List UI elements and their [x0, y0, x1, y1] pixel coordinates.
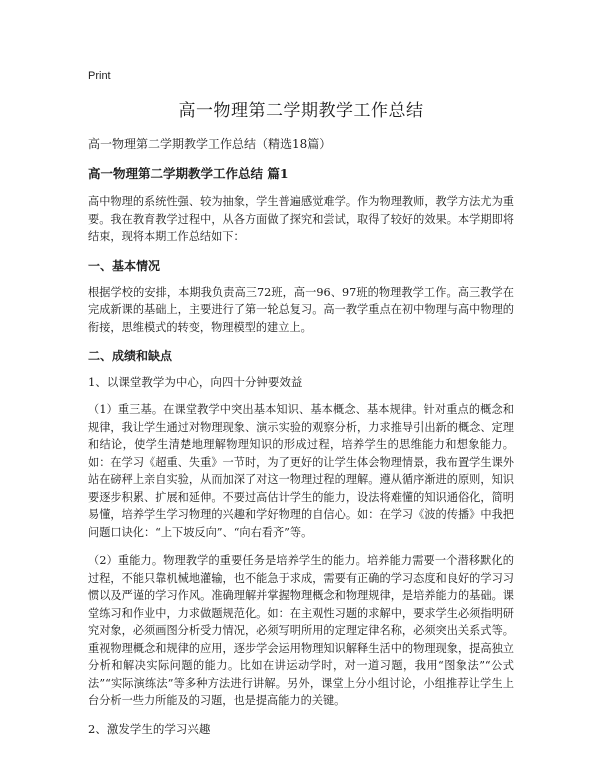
subheading-classroom-teaching: 1、以课堂教学为中心，向四十分钟要效益	[88, 375, 303, 389]
heading-results-and-shortcomings: 二、成绩和缺点	[88, 349, 173, 363]
document-subtitle: 高一物理第二学期教学工作总结（精选18篇）	[88, 137, 332, 151]
intro-paragraph: 高中物理的系统性强、较为抽象，学生普遍感觉难学。作为物理教师，教学方法尤为重要。我在教育教学过程中，从各方面做了探究和尝试，取得了较好的效果。本学期即将结束，现将本期工作总结如下：	[88, 195, 514, 243]
document-title: 高一物理第二学期教学工作总结	[178, 101, 424, 121]
ability-paragraph: （2）重能力。物理教学的重要任务是培养学生的能力。培养能力需要一个潜移默化的过程，不能只靠机械地灌输，也不能急于求成，需要有正确的学习态度和良好的学习习惯以及严谨的学习作风。准确理解并掌握物理概念和物理规律，是培养能力的基础。课堂练习和作业中，力求做题规范化。如：在主观性习题的求解中，要求学生必须指明研究对象，必须画图分析受力情况，必须写明所用的定理定律名称，必须突出关系式等。重视物理概念和规律的应用，逐步学会运用物理知识解释生活中的物理现象，提高独立分析和解决实际问题的能力。比如在讲运动学时，对一道习题，我用“图象法”“公式法”“实际演练法”等多种方法进行讲解。另外，课堂上分小组讨论，小组推荐让学生上台分析一些力所能及的习题，也是提高能力的关键。	[88, 554, 514, 707]
basic-situation-paragraph: 根据学校的安排，本期我负责高三72班，高一96、97班的物理教学工作。高三教学在完成新课的基础上，主要进行了第一轮总复习。高一教学重点在初中物理与高中物理的衔接，思维模式的转变，物理模型的建立上。	[88, 285, 514, 334]
print-label[interactable]: Print	[88, 70, 111, 82]
basics-paragraph: （1）重三基。在课堂教学中突出基本知识、基本概念、基本规律。针对重点的概念和规律，我让学生通过对物理现象、演示实验的观察分析，力求推导引出新的概念、定理和结论，使学生清楚地理解物理知识的形成过程，培养学生的思维能力和想象能力。如：在学习《超重、失重》一节时，为了更好的让学生体会物理情景，我布置学生课外站在磅秤上亲自实验，从而加深了对这一物理过程的理解。遵从循序渐进的原则，知识要逐步积累、扩展和延伸。不要过高估计学生的能力，设法将难懂的知识通俗化，简明易懂，培养学生学习物理的兴趣和学好物理的自信心。如：在学习《波的传播》中我把问题口诀化：“上下坡反向”、“向右看齐”等。	[88, 403, 514, 539]
subheading-interest: 2、激发学生的学习兴趣	[88, 721, 211, 736]
section-title: 高一物理第二学期教学工作总结 篇1	[88, 166, 289, 181]
heading-basic-situation: 一、基本情况	[88, 258, 161, 273]
